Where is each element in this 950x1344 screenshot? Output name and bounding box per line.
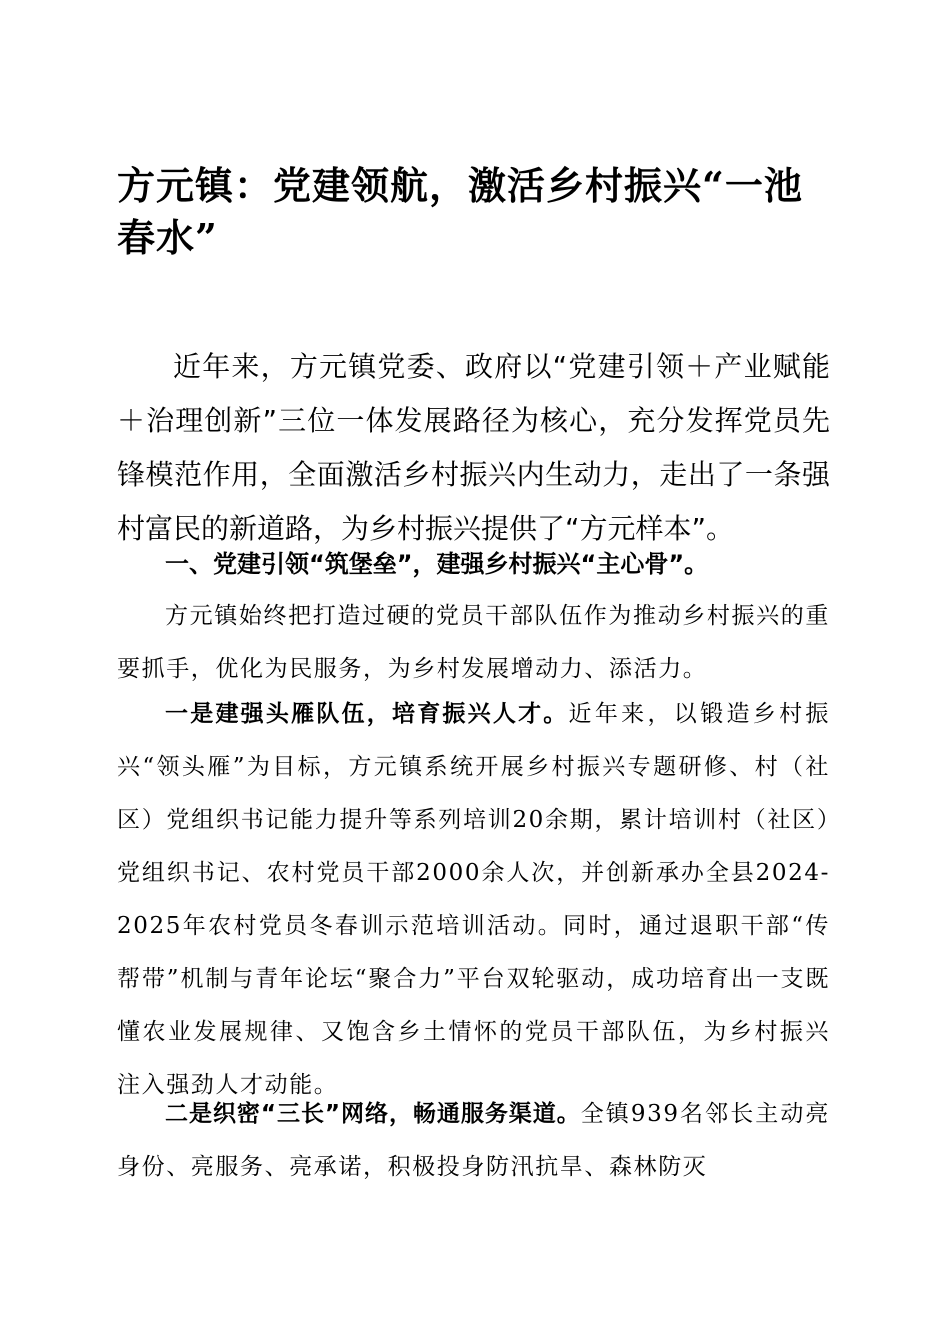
point-1-paragraph: [117, 688, 830, 1112]
intro-paragraph: 近年来，方元镇党委、政府以“党建引领＋产业赋能＋治理创新”三位一体发展路径为核心，充分发挥党员先锋模范作用，全面激活乡村振兴内生动力，走出了一条强村富民的新道路，为乡村振兴提供了“方元样本”。: [117, 350, 830, 545]
section-1-heading: 一、党建引领“筑堡垒”，建强乡村振兴“主心骨”。: [165, 550, 709, 578]
section-1-intro-paragraph: 方元镇始终把打造过硬的党员干部队伍作为推动乡村振兴的重要抓手，优化为民服务，为乡村发展增动力、添活力。: [117, 603, 830, 682]
document-title: 方元镇：党建领航，激活乡村振兴“一池春水”: [117, 163, 803, 260]
point-1-lead: 一是建强头雁队伍，培育振兴人才。: [165, 701, 569, 727]
point-2-lead: 二是织密“三长”网络，畅通服务渠道。: [165, 1101, 581, 1127]
point-1-body: 近年来，以锻造乡村振兴“领头雁”为目标，方元镇系统开展乡村振兴专题研修、村（社区）党组织书记能力提升等系列培训20余期，累计培训村（社区）党组织书记、农村党员干部2000余人次，并创新承办全县2024-2025年农村党员冬春训示范培训活动。同时，通过退职干部“传帮带”机制与青年论坛“聚合力”平台双轮驱动，成功培育出一支既懂农业发展规律、又饱含乡土情怀的党员干部队伍，为乡村振兴注入强劲人才动能。: [117, 701, 831, 1098]
point-2-paragraph: [117, 1088, 830, 1194]
point-2-body: 全镇939名邻长主动亮身份、亮服务、亮承诺，积极投身防汛抗旱、森林防灭: [117, 1101, 831, 1180]
